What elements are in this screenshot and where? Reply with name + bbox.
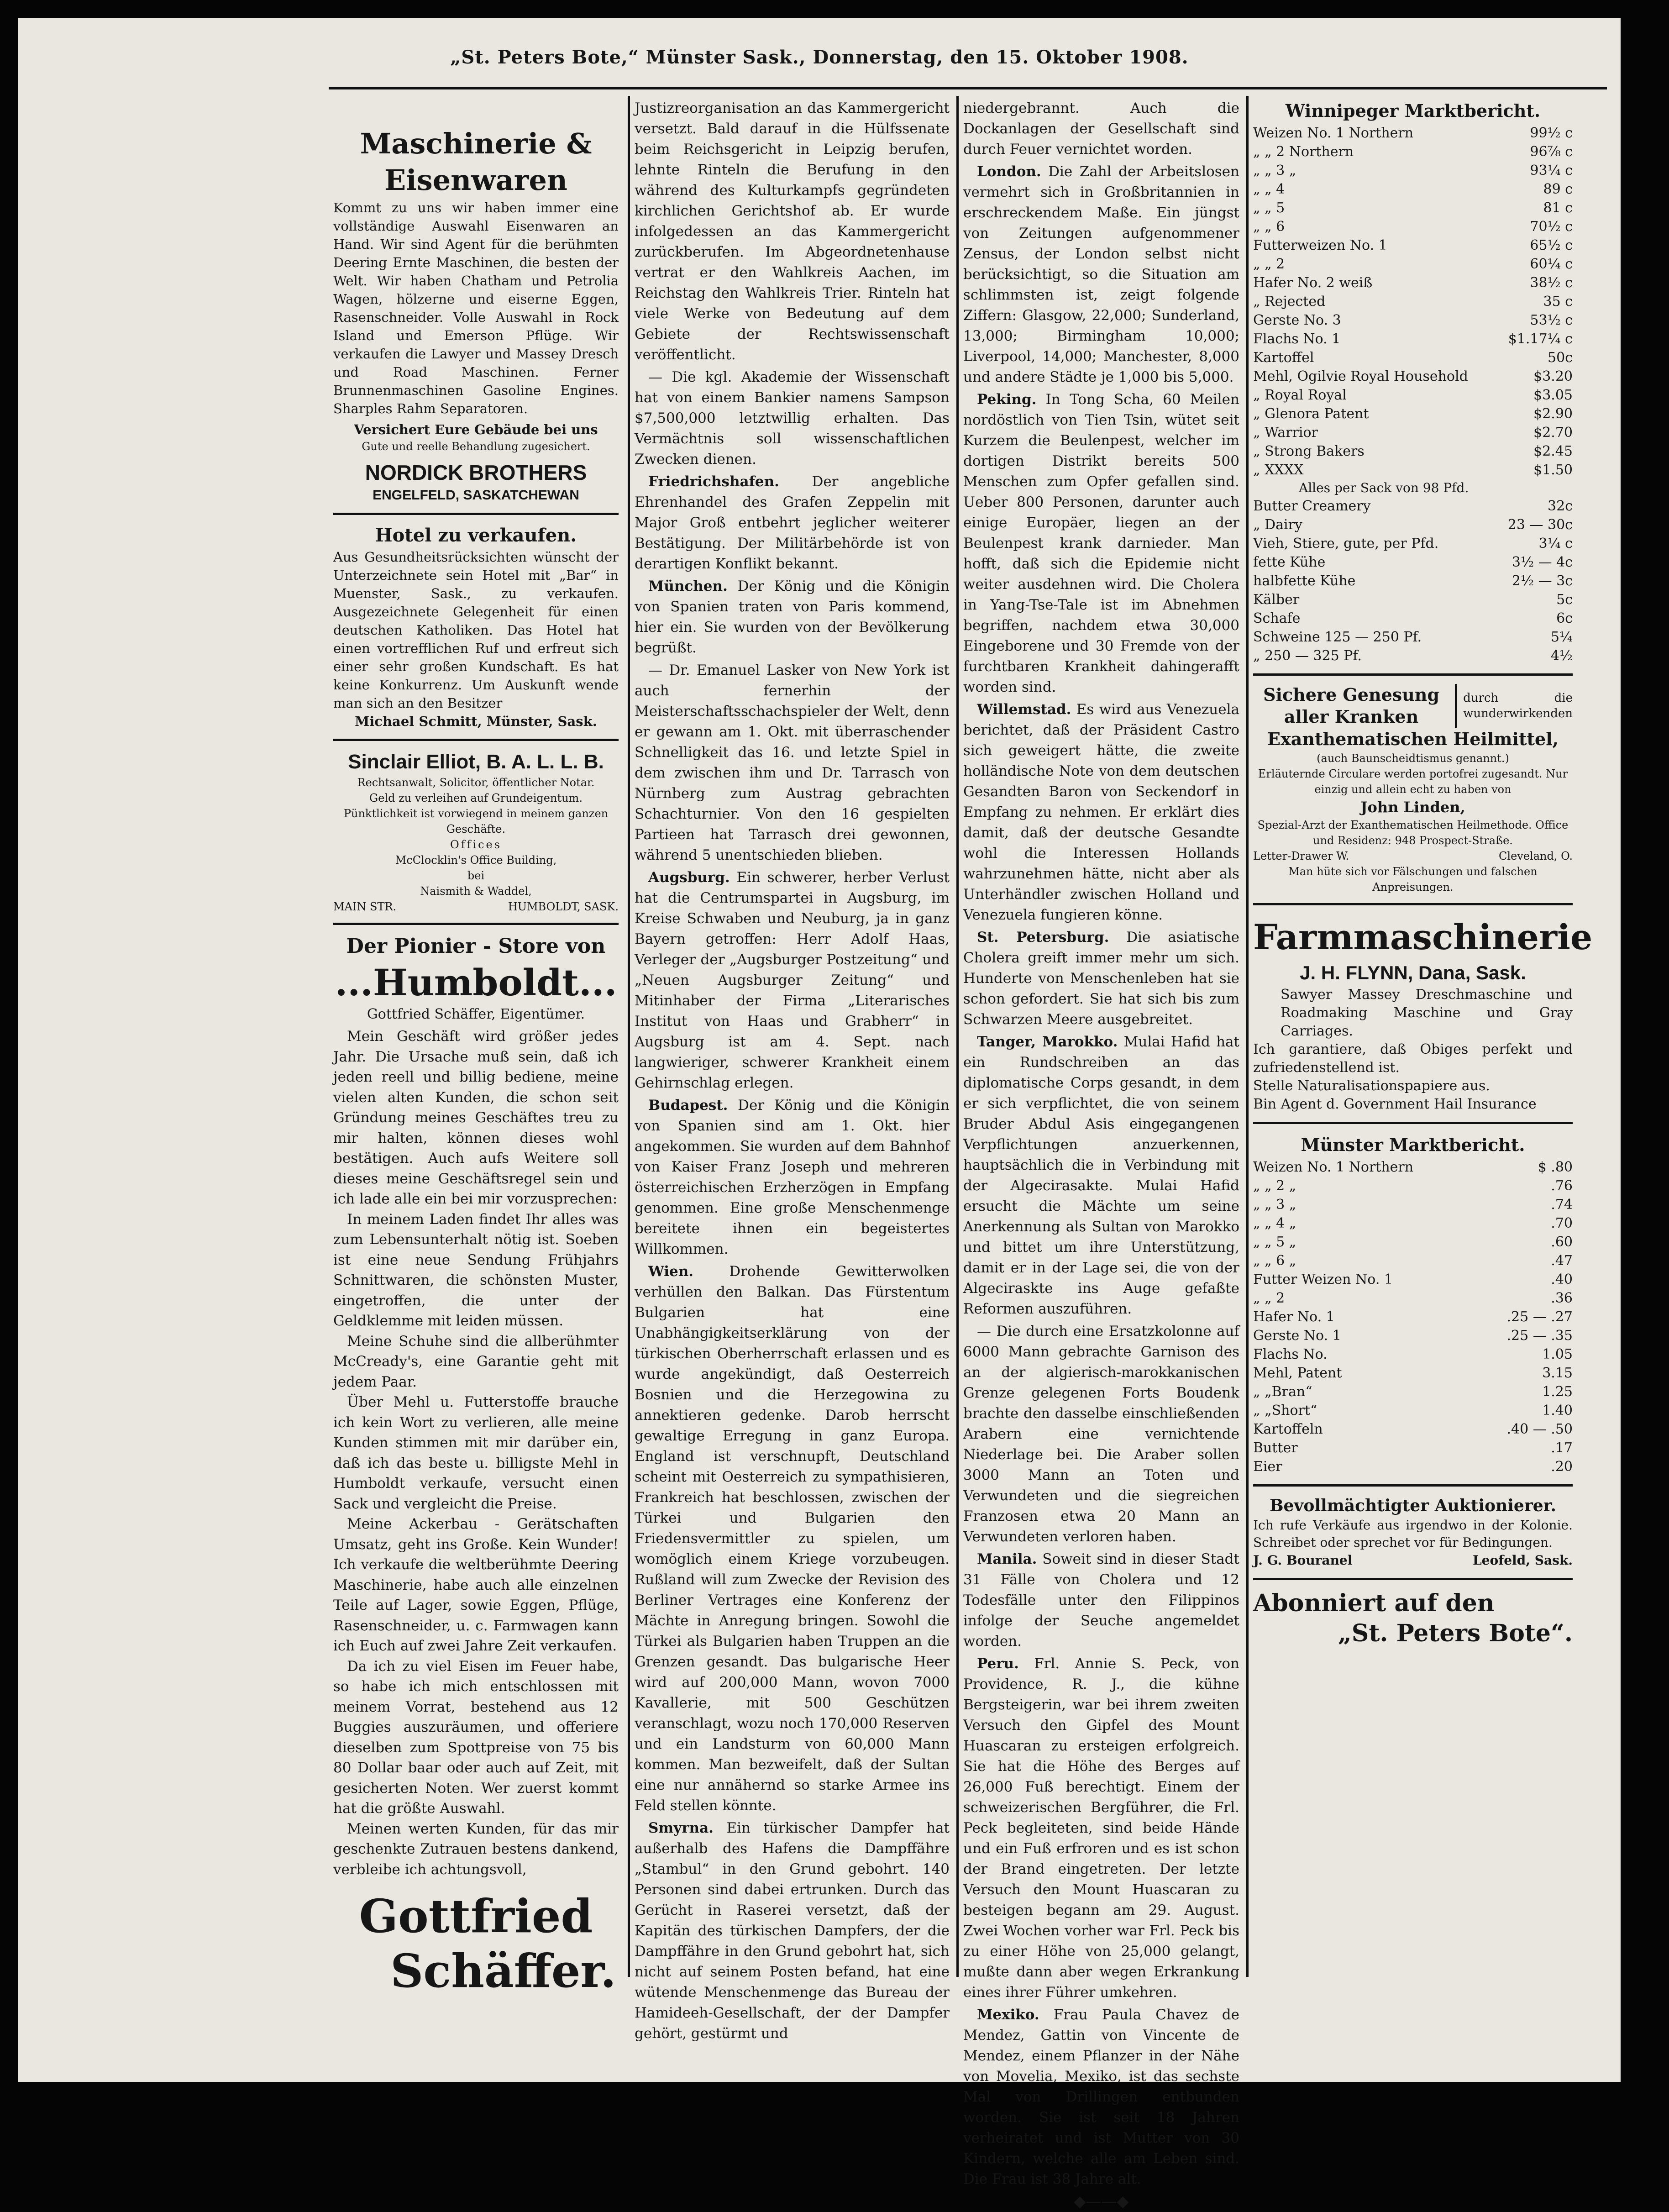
market-price: 3½ — 4c: [1512, 554, 1573, 570]
market-item: „ „ 2: [1253, 256, 1285, 272]
market-row: [1253, 497, 1573, 515]
store-ad-text: [333, 1026, 619, 1880]
market-row: [1253, 1158, 1573, 1177]
market-item: „ XXXX: [1253, 462, 1304, 478]
store-ad-paragraph: Über Mehl u. Futterstoffe brauche ich kein Wort zu verlieren, alle meine Kunden stimmen mit mir darüber ein, daß ich das beste u. billigste Mehl in Humboldt verkaufe, versucht einen Sack und vergleicht die Preise.: [333, 1394, 619, 1512]
news-paragraph: Drohende Gewitterwolken verhüllen den Balkan. Das Fürstentum Bulgarien hat eine Unabhängigkeitserklärung von der türkischen Oberherrschaft erlassen und es wurde angekündigt, daß Oesterreich Bosnien und die Herzegowina zu annektieren gedenke. Darob herrscht gewaltige Erregung in ganz Europa. England ist verschnupft, Deutschland scheint mit Oesterreich zu sympathisieren, Frankreich hat beschlossen, zwischen der Türkei und Bulgarien den Friedensvermittler zu spielen, um womöglich einem Kriege vorzubeugen. Rußland will zum Zwecke der Revision des Berliner Vertrages eine Konferenz der Mächte in Anregung bringen. Sowohl die Türkei als Bulgarien haben Truppen an die Grenzen gesandt. Das bulgarische Heer wird auf 200,000 Mann, wovon 7000 Kavallerie, mit 500 Geschützen veranschlagt, wozu noch 170,000 Reserven und ein Landsturm von 60,000 Mann kommen. Man bezweifelt, daß der Sultan eine nur annähernd so starke Armee ins Feld stellen könnte.: [635, 1263, 950, 1814]
news-dateline: Wien.: [648, 1263, 694, 1280]
store-ad-paragraph: Mein Geschäft wird größer jedes Jahr. Die Ursache muß sein, daß ich jeden reell und billig bediene, meine vielen alten Kunden, die schon seit Gründung meines Geschäftes treu zu mir halten, können dieses wohl bestätigen. Auch aufs Weitere soll dieses meine Geschäftsregel sein und ich lade alle ein bei mir vorzusprechen:: [333, 1028, 619, 1207]
column-news-2: [963, 98, 1240, 2211]
newspaper-page: [18, 18, 1621, 2211]
column-divider-1: [628, 96, 630, 1977]
market-row: [1253, 590, 1573, 609]
column-news-1: [635, 98, 950, 2042]
store-ad-paragraph: Meine Ackerbau - Gerätschaften Umsatz, geht ins Große. Kein Wunder! Ich verkaufe die weltberühmte Deering Maschinerie, habe auch alle einzelnen Teile auf Lager, sowie Eggen, Pflüge, Rasenschneider, u. c. Farmwagen kann ich Euch auf zwei Jahre Zeit verkaufen.: [333, 1516, 619, 1654]
market-price: $3.05: [1533, 387, 1573, 403]
market-item: „ „ 6 „: [1253, 1253, 1296, 1269]
market-item: Flachs No. 1: [1253, 331, 1341, 347]
hardware-ad-insure-sub: Gute und reelle Behandlung zugesichert.: [362, 440, 590, 453]
market-item: „ 250 — 325 Pf.: [1253, 648, 1362, 664]
market-row: [1253, 330, 1573, 348]
news-paragraph: niedergebrannt. Auch die Dockanlagen der Gesellschaft sind durch Feuer vernichtet worden.: [963, 100, 1239, 158]
news-dateline: Tanger, Marokko.: [977, 1034, 1118, 1050]
market-item: Gerste No. 3: [1253, 312, 1341, 328]
market-price: 70½ c: [1530, 219, 1573, 235]
market-row: [1253, 255, 1573, 273]
column-markets: [1253, 98, 1593, 1965]
ad-separator: [333, 739, 619, 741]
market-price: 50c: [1548, 350, 1573, 366]
market-price: 5c: [1556, 592, 1573, 608]
market-row: [1253, 534, 1573, 553]
market-price: 89 c: [1543, 181, 1573, 197]
market-price: 5¼: [1550, 629, 1573, 645]
market-row: [1253, 199, 1573, 217]
market-row: [1253, 646, 1573, 665]
ad-separator: [1253, 903, 1573, 905]
end-ornament: ◆——◆: [1074, 2192, 1129, 2211]
store-ad-title: Der Pionier - Store von: [346, 935, 606, 958]
news-paragraph: Mulai Hafid hat ein Rundschreiben an das diplomatische Corps gesandt, in dem er sich verpflichtet, die von seinem Bruder Abdul Asis eingegangenen Verpflichtungen anzuerkennen, hauptsächlich die in Verbindung mit der Algecirasakte. Mulai Hafid ersucht die Mächte um seine Anerkennung als Sultan von Marokko und bittet um ihre Unterstützung, damit er in der Lage sei, die von der Algeciraskte ins Auge gefaßte Reformen auszuführen.: [963, 1034, 1239, 1317]
news-paragraph: Der König und die Königin von Spanien traten von Paris kommend, hier ein. Sie wurden von der Bevölkerung begrüßt.: [635, 578, 950, 656]
market-price: .20: [1551, 1459, 1573, 1475]
market-price: $1.50: [1533, 462, 1573, 478]
market-price: 2½ — 3c: [1512, 573, 1573, 589]
market-item: Futter Weizen No. 1: [1253, 1272, 1393, 1287]
remedy-ad-name: John Linden,: [1360, 799, 1465, 816]
market-row: [1253, 1326, 1573, 1345]
remedy-ad-header: [1253, 684, 1573, 728]
remedy-ad-city: Cleveland, O.: [1499, 850, 1573, 862]
remedy-ad-warning: Man hüte sich vor Fälschungen und falschen Anpreisungen.: [1288, 865, 1538, 893]
market-item: Schafe: [1253, 610, 1301, 626]
market-item: Futterweizen No. 1: [1253, 237, 1387, 253]
market-price: 99½ c: [1530, 125, 1573, 141]
ad-separator: [1253, 673, 1573, 676]
farm-ad-firm: J. H. FLYNN, Dana, Sask.: [1300, 962, 1526, 983]
news-dateline: Peking.: [977, 391, 1037, 408]
market-row: [1253, 1382, 1573, 1401]
farm-ad-guarantee: Ich garantiere, daß Obiges perfekt und zufriedenstellend ist.: [1253, 1041, 1573, 1076]
market-price: $3.20: [1533, 368, 1573, 384]
market-price: 23 — 30c: [1507, 517, 1573, 533]
market-item: „ Warrior: [1253, 425, 1318, 441]
farm-ad-agent: Bin Agent d. Government Hail Insurance: [1253, 1096, 1537, 1112]
market-row: [1253, 348, 1573, 367]
market-row: [1253, 442, 1573, 461]
store-ad-signature-first: Gottfried: [359, 1889, 593, 1943]
news-dateline: Peru.: [977, 1655, 1019, 1672]
market-item: Butter: [1253, 1440, 1298, 1456]
market-price: $2.45: [1533, 443, 1573, 459]
market-row: [1253, 1233, 1573, 1251]
market-item: Weizen No. 1 Northern: [1253, 1159, 1414, 1175]
market-item: Kälber: [1253, 592, 1300, 608]
market-item: Mehl, Ogilvie Royal Household: [1253, 368, 1468, 384]
market-item: Eier: [1253, 1459, 1282, 1475]
market-row: [1253, 423, 1573, 442]
news-dateline: Willemstad.: [977, 701, 1071, 718]
market-row: [1253, 161, 1573, 180]
remedy-ad-body: Erläuternde Circulare werden portofrei zugesandt. Nur einzig und allein echt zu haben von: [1258, 767, 1568, 796]
market-row: [1253, 1270, 1573, 1289]
hotel-ad-body: Aus Gesundheitsrücksichten wünscht der Unterzeichnete sein Hotel mit „Bar“ in Muenster, Sask., zu verkaufen. Ausgezeichnete Gelegenheit für einen deutschen Katholiken. Das Hotel hat einen vortrefflichen Ruf und erfreut sich einer sehr großen Kundschaft. Es hat keine Konkurrenz. Um Auskunft wende man sich an den Besitzer: [333, 549, 619, 711]
market-price: $2.70: [1533, 425, 1573, 441]
store-ad-paragraph: In meinem Laden findet Ihr alles was zum Lebensunterhalt nötig ist. Soeben ist eine neue Sendung Frühjahrs Schnittwaren, die schönsten Muster, eingetroffen, die unter der Geldklemme mit leiden müssen.: [333, 1211, 619, 1329]
market-row: [1253, 236, 1573, 255]
market-item: „ Strong Bakers: [1253, 443, 1365, 459]
market-item: Hafer No. 2 weiß: [1253, 275, 1373, 291]
market-row: [1253, 273, 1573, 292]
news-dateline: St. Petersburg.: [977, 929, 1109, 946]
market-row: [1253, 1401, 1573, 1420]
lawyer-ad-building: McClocklin's Office Building,: [395, 854, 557, 867]
market-price: .36: [1551, 1290, 1573, 1306]
ad-separator: [333, 923, 619, 925]
remedy-ad-side: durch die wunderwirkenden: [1463, 691, 1573, 720]
news-paragraph: Der angebliche Ehrenhandel des Grafen Zeppelin mit Major Groß entbehrt jeglicher weiterer Bestätigung. Der Militärbehörde ist von derartigen Konflikt bekannt.: [635, 473, 950, 572]
store-ad-paragraph: Da ich zu viel Eisen im Feuer habe, so habe ich mich entschlossen mit meinem Vorrat, bestehend aus 12 Buggies auszuräumen, und offeriere dieselben zum Spottpreise von 75 bis 80 Dollar baar oder auch auf Zeit, mit gesicherten Noten. Wer zuerst kommt hat die größte Auswahl.: [333, 1658, 619, 1817]
hardware-ad-insure: Versichert Eure Gebäude bei uns: [354, 422, 598, 437]
winnipeg-market-title: Winnipeger Marktbericht.: [1285, 100, 1541, 121]
ad-separator: [1253, 1484, 1573, 1487]
market-item: Butter Creamery: [1253, 498, 1371, 514]
news-paragraph: Ein türkischer Dampfer hat außerhalb des Hafens die Dampffähre „Stambul“ in den Grund gebohrt. 140 Personen sind dabei ertrunken. Durch das Gerücht in Raserei versetzt, daß der Kapitän des türkischen Dampfers, der die Dampffähre in den Grund gebohrt hat, sich nicht auf seinem Posten befand, hat eine wütende Menschenmenge das Bureau der Hamideeh-Gesellschaft, der der Dampfer gehört, gestürmt und: [635, 1820, 950, 2042]
hotel-ad-title: Hotel zu verkaufen.: [375, 525, 577, 546]
news-dateline: Friedrichshafen.: [648, 473, 779, 490]
news-paragraph: Der König und die Königin von Spanien sind am 1. Okt. hier angekommen. Sie wurden auf dem Bahnhof von Kaiser Franz Joseph und mehreren österreichischen Erzherzögen in Empfang genommen. Eine große Menschenmenge bereitete ihnen ein begeistertes Willkommen.: [635, 1097, 950, 1257]
market-item: „ „ 5: [1253, 200, 1285, 216]
column-ads: [333, 98, 619, 1998]
market-item: Kartoffel: [1253, 350, 1314, 366]
market-price: 96⅞ c: [1530, 144, 1573, 160]
news-dateline: Mexiko.: [977, 2007, 1039, 2023]
ad-separator: [1253, 1578, 1573, 1580]
market-row: [1253, 217, 1573, 236]
news-paragraph: Die Zahl der Arbeitslosen vermehrt sich in Großbritannien in erschreckendem Maße. Ein jüngst von Zeitungen aufgenommener Zensus, der London selbst nicht berücksichtigt, so die Situation am schlimmsten ist, zeigt folgende Ziffern: Glasgow, 22,000; Sunderland, 13,000; Birmingham 10,000; Liverpool, 14,000; Manchester, 8,000 und andere Städte je 1,000 bis 5,000.: [963, 163, 1239, 385]
lawyer-ad-address: [333, 899, 619, 914]
market-price: 3.15: [1542, 1365, 1573, 1381]
news-dateline: München.: [648, 578, 728, 594]
market-price: .40 — .50: [1506, 1421, 1573, 1437]
news-paragraph: — Die durch eine Ersatzkolonne auf 6000 Mann gebrachte Garnison des an der algierisch-marokkanischen Grenze gelegenen Forts Boudenk brachte den dasselbe einschließenden Arabern eine vernichtende Niederlage bei. Die Araber sollen 3000 Mann an Toten und Verwundeten und die siegreichen Franzosen etwa 20 Mann an Verwundeten verloren haben.: [963, 1323, 1239, 1545]
market-item: „ „ 6: [1253, 219, 1285, 235]
masthead: „St. Peters Bote,“ Münster Sask., Donnerstag, den 15. Oktober 1908.: [450, 47, 1189, 68]
news-paragraph: Frau Paula Chavez de Mendez, Gattin von Vincente de Mendez, einem Pflanzer in der Nähe von Movelia, Mexiko, ist das sechste Mal von Drillingen entbunden worden. Sie ist seit 18 Jahren verheiratet und ist Mutter von 30 Kindern, welche alle am Leben sind. Die Frau ist 38 Jahre alt.: [963, 2007, 1239, 2187]
news-dateline: London.: [977, 163, 1041, 180]
market-price: $2.90: [1533, 406, 1573, 422]
muenster-market-title: Münster Marktbericht.: [1301, 1135, 1525, 1155]
market-row: [1253, 515, 1573, 534]
market-price: .17: [1551, 1440, 1573, 1456]
ad-separator: [1253, 1122, 1573, 1124]
news-paragraph: — Dr. Emanuel Lasker von New York ist auch fernerhin der Meisterschaftsschachspieler der Welt, denn er gewann am 1. Okt. mit überraschender Schnelligkeit das 16. und letzte Spiel in dem zwischen ihm und Dr. Tarrasch von Nürnberg zum Austrag gebrachten Schachturnier. Von den 16 gespielten Partieen hat Tarrasch drei gewonnen, während 5 unentschieden blieben.: [635, 662, 950, 863]
market-price: .70: [1551, 1215, 1573, 1231]
market-row: [1253, 1308, 1573, 1326]
column-divider-2: [956, 96, 959, 1977]
hardware-ad-place: ENGELFELD, SASKATCHEWAN: [373, 488, 579, 503]
market-item: „ „ 3 „: [1253, 163, 1296, 179]
winnipeg-market-table-2: [1253, 497, 1573, 665]
market-item: „ „ 2: [1253, 1290, 1285, 1306]
market-item: fette Kühe: [1253, 554, 1326, 570]
market-item: Schweine 125 — 250 Pf.: [1253, 629, 1422, 645]
market-price: 1.40: [1542, 1403, 1573, 1419]
farm-ad-papers: Stelle Naturalisationspapiere aus.: [1253, 1078, 1490, 1094]
lawyer-ad-bei: bei: [467, 869, 485, 882]
market-item: Flachs No.: [1253, 1346, 1328, 1362]
lawyer-ad-naismith: Naismith & Waddel,: [420, 885, 532, 898]
market-row: [1253, 1345, 1573, 1364]
market-item: Kartoffeln: [1253, 1421, 1323, 1437]
news-paragraph: Ein schwerer, herber Verlust hat die Centrumspartei in Augsburg, im Kreise Schwaben und Neuburg, ja in ganz Bayern getroffen: Herr Adolf Haas, Verleger der „Augsburger Postzeitung“ und „Neuen Augsburger Zeitung“ und Mitinhaber der Firma „Literarisches Institut von Haas und Grabherr“ in Augsburg ist am 4. Sept. nach langwieriger, schwerer Krankheit einem Gehirnschlag erlegen.: [635, 869, 950, 1091]
lawyer-ad-city: HUMBOLDT, SASK.: [508, 900, 619, 913]
market-row: [1253, 180, 1573, 199]
muenster-market-table: [1253, 1158, 1573, 1476]
lawyer-ad-street: MAIN STR.: [333, 900, 397, 913]
remedy-ad-box: Letter-Drawer W.: [1253, 850, 1349, 862]
news-paragraph: Soweit sind in dieser Stadt 31 Fälle von Cholera und 12 Todesfälle unter den Filippinos infolge der Seuche angemeldet worden.: [963, 1551, 1239, 1650]
news-paragraph: Es wird aus Venezuela berichtet, daß der Präsident Castro sich geweigert hätte, die zweite holländische Note von dem deutschen Gesandten Baron von Seckendorf in Empfang zu nehmen. Er erklärt dies damit, daß der deutsche Gesandte wohl die Interessen Hollands wahrzunehmen hätte, nicht aber als Unterhändler zwischen Holland und Venezuela fungieren könne.: [963, 701, 1239, 923]
market-row: [1253, 1457, 1573, 1476]
news-paragraph: Frl. Annie S. Peck, von Providence, R. J., die kühne Bergsteigerin, war bei ihrem zweiten Versuch den Gipfel des Mount Huascaran zu ersteigen erfolgreich. Sie hat die Höhe des Berges auf 26,000 Fuß berechtigt. Einem der schweizerischen Bergführer, die Frl. Peck begleiteten, sind beide Hände und ein Fuß erfroren und es ist schon der Brand eingetreten. Der letzte Versuch den Mount Huascaran zu besteigen begann am 29. August. Zwei Wochen vorher war Frl. Peck bis zu einer Höhe von 25,000 gelangt, mußte dann aber wegen Erkrankung eines ihrer Führer umkehren.: [963, 1655, 1240, 2001]
store-ad-town: ...Humboldt...: [335, 961, 617, 1004]
market-price: 38½ c: [1530, 275, 1573, 291]
market-item: „ Glenora Patent: [1253, 406, 1369, 422]
market-item: „ Royal Royal: [1253, 387, 1347, 403]
market-item: Weizen No. 1 Northern: [1253, 125, 1414, 141]
auctioneer-ad-body: Ich rufe Verkäufe aus irgendwo in der Kolonie. Schreibet oder sprechet vor für Bedingungen.: [1253, 1518, 1573, 1550]
hardware-ad-firm: NORDICK BROTHERS: [365, 461, 587, 484]
market-price: 53½ c: [1530, 312, 1573, 328]
market-price: 1.25: [1542, 1384, 1573, 1400]
market-item: „ „ 5 „: [1253, 1234, 1296, 1250]
market-price: 65½ c: [1530, 237, 1573, 253]
auctioneer-ad-place: Leofeld, Sask.: [1472, 1553, 1573, 1568]
market-price: 81 c: [1543, 200, 1573, 216]
market-item: „ „ 4 „: [1253, 1215, 1296, 1231]
market-row: [1253, 367, 1573, 386]
remedy-ad-role: Spezial-Arzt der Exanthematischen Heilmethode. Office und Residenz: 948 Prospect-Straße.: [1257, 819, 1569, 847]
market-price: $ .80: [1538, 1159, 1573, 1175]
remedy-ad-remedy: Exanthematischen Heilmittel,: [1267, 729, 1559, 749]
winnipeg-market-table: [1253, 124, 1573, 479]
subscribe-title: Abonniert auf den: [1253, 1589, 1495, 1617]
lawyer-ad-sub: Rechtsanwalt, Solicitor, öffentlicher Notar.: [357, 776, 595, 789]
market-row: [1253, 1177, 1573, 1195]
market-price: 4½: [1550, 648, 1573, 664]
market-item: Mehl, Patent: [1253, 1365, 1342, 1381]
subscribe-paper: „St. Peters Bote“.: [1338, 1619, 1573, 1647]
auctioneer-ad-title: Bevollmächtigter Auktionierer.: [1270, 1496, 1556, 1515]
market-row: [1253, 386, 1573, 405]
market-item: halbfette Kühe: [1253, 573, 1356, 589]
market-row: [1253, 1364, 1573, 1382]
masthead-rule: [329, 87, 1607, 89]
market-price: 32c: [1548, 498, 1573, 514]
market-row: [1253, 1289, 1573, 1308]
market-row: [1253, 461, 1573, 479]
market-row: [1253, 1420, 1573, 1439]
market-price: .25 — .27: [1506, 1309, 1573, 1325]
auctioneer-ad-name: J. G. Bouranel: [1253, 1553, 1353, 1568]
farm-ad-title: Farmmaschinerie: [1253, 917, 1593, 957]
market-row: [1253, 628, 1573, 646]
news-paragraph: — Die kgl. Akademie der Wissenschaft hat von einem Bankier namens Sampson $7,500,000 letztwillig erhalten. Das Vermächtnis soll wissenschaftlichen Zwecken dienen.: [635, 369, 950, 468]
store-ad-signature-last: Schäffer.: [390, 1944, 616, 1998]
news-dateline: Budapest.: [648, 1097, 728, 1114]
news-paragraph: Die asiatische Cholera greift immer mehr um sich. Hunderte von Menschenleben hat sie schon gefordert. Sie hat sich bis zum Schwarzen Meere ausgebreitet.: [963, 929, 1240, 1028]
market-row: [1253, 292, 1573, 311]
ad-separator: [333, 513, 619, 515]
news-dateline: Smyrna.: [648, 1820, 714, 1836]
market-price: .74: [1551, 1197, 1573, 1213]
news-dateline: Augsburg.: [648, 869, 730, 886]
market-row: [1253, 142, 1573, 161]
market-item: „ „Bran“: [1253, 1384, 1312, 1400]
hotel-ad-sign: Michael Schmitt, Münster, Sask.: [355, 714, 597, 729]
news-paragraph: In Tong Scha, 60 Meilen nordöstlich von Tien Tsin, wütet seit Kurzem die Beulenpest, welcher im dortigen Distrikt bereits 500 Menschen zum Opfer gefallen sind. Ueber 800 Personen, darunter auch einige Europäer, liegen an der Beulenpest krank darnieder. Man hofft, daß sich die Epidemie nicht weiter ausdehnen wird. Die Cholera in Yang-Tse-Tale ist im Abnehmen begriffen, nachdem etwa 30,000 Eingeborene und 30 Fremde von der furchtbaren Krankheit dahingerafft worden sind.: [963, 391, 1239, 695]
market-row: [1253, 1251, 1573, 1270]
market-item: Vieh, Stiere, gute, per Pfd.: [1253, 536, 1439, 552]
market-item: Hafer No. 1: [1253, 1309, 1335, 1325]
market-item: „ „ 2 „: [1253, 1178, 1296, 1194]
hardware-ad-body: Kommt zu uns wir haben immer eine vollständige Auswahl Eisenwaren an Hand. Wir sind Agent für die berühmten Deering Ernte Maschinen, die besten der Welt. Wir haben Chatham und Petrolia Wagen, hölzerne und eiserne Eggen, Rasenschneider. Volle Auswahl in Rock Island und Emerson Pflüge. Wir verkaufen die Lawyer und Massey Dresch und Road Maschinen. Ferner Brunnenmaschinen Gasoline Engines. Sharples Rahm Separatoren.: [333, 200, 619, 416]
market-row: [1253, 1195, 1573, 1214]
market-price: .25 — .35: [1506, 1328, 1573, 1344]
remedy-ad-address: [1253, 848, 1573, 864]
lawyer-ad-office: Offices: [450, 838, 502, 851]
news-paragraph: Justizreorganisation an das Kammergericht versetzt. Bald darauf in die Hülfssenate beim Reichsgericht in Leipzig berufen, lehnte Rinteln die Berufung in den während des Kulturkampfs gegründeten kirchlichen Gerichtshof ab. Er wurde infolgedessen an das Kammergericht zurückberufen. Im Abgeordnetenhause vertrat er den Wahlkreis Aachen, im Reichstag den Wahlkreis Trier. Rinteln hat viele Werke von Bedeutung auf dem Gebiete der Rechtswissenschaft veröffentlicht.: [635, 100, 950, 363]
market-row: [1253, 311, 1573, 330]
market-price: .60: [1551, 1234, 1573, 1250]
market-item: Gerste No. 1: [1253, 1328, 1341, 1344]
market-price: .76: [1551, 1178, 1573, 1194]
market-item: „ „ 4: [1253, 181, 1285, 197]
store-ad-owner: Gottfried Schäffer, Eigentümer.: [367, 1006, 585, 1022]
market-price: 35 c: [1543, 294, 1573, 310]
market-item: „ „ 3 „: [1253, 1197, 1296, 1213]
hardware-ad-title: Maschinerie & Eisenwaren: [360, 127, 592, 197]
market-item: „ Rejected: [1253, 294, 1326, 310]
market-item: „ „ 2 Northern: [1253, 144, 1354, 160]
news-dateline: Manila.: [977, 1551, 1037, 1567]
store-ad-paragraph: Meinen werten Kunden, für das mir geschenkte Zutrauen bestens dankend, verbleibe ich achtungsvoll,: [333, 1820, 619, 1878]
market-price: 6c: [1556, 610, 1573, 626]
market-price: 60¼ c: [1530, 256, 1573, 272]
market-price: .47: [1551, 1253, 1573, 1269]
lawyer-ad-body: Geld zu verleihen auf Grundeigentum. Pünktlichkeit ist vorwiegend in meinem ganzen Geschäfte.: [343, 792, 609, 835]
store-ad-paragraph: Meine Schuhe sind die allberühmter McCready's, eine Garantie geht mit jedem Paar.: [333, 1333, 619, 1390]
lawyer-ad-title: Sinclair Elliot, B. A. L. L. B.: [348, 751, 604, 773]
remedy-ad-title: Sichere Genesung aller Kranken: [1253, 684, 1457, 728]
market-price: 93¼ c: [1530, 163, 1573, 179]
market-row: [1253, 609, 1573, 628]
market-row: [1253, 1439, 1573, 1457]
market-price: 1.05: [1542, 1346, 1573, 1362]
market-row: [1253, 1214, 1573, 1233]
winnipeg-market-note: Alles per Sack von 98 Pfd.: [1299, 480, 1469, 495]
market-row: [1253, 405, 1573, 423]
remedy-ad-sub: (auch Baunscheidtismus genannt.): [1317, 752, 1509, 765]
market-item: „ „Short“: [1253, 1403, 1317, 1419]
market-price: $1.17¼ c: [1508, 331, 1573, 347]
market-row: [1253, 572, 1573, 590]
market-item: „ Dairy: [1253, 517, 1302, 533]
market-price: 3¼ c: [1538, 536, 1573, 552]
farm-ad-body: Sawyer Massey Dreschmaschine und Roadmaking Maschine und Gray Carriages.: [1281, 987, 1573, 1039]
market-row: [1253, 124, 1573, 142]
column-divider-3: [1246, 96, 1249, 1977]
market-price: .40: [1551, 1272, 1573, 1287]
auctioneer-ad-contact: [1253, 1551, 1573, 1570]
market-row: [1253, 553, 1573, 572]
